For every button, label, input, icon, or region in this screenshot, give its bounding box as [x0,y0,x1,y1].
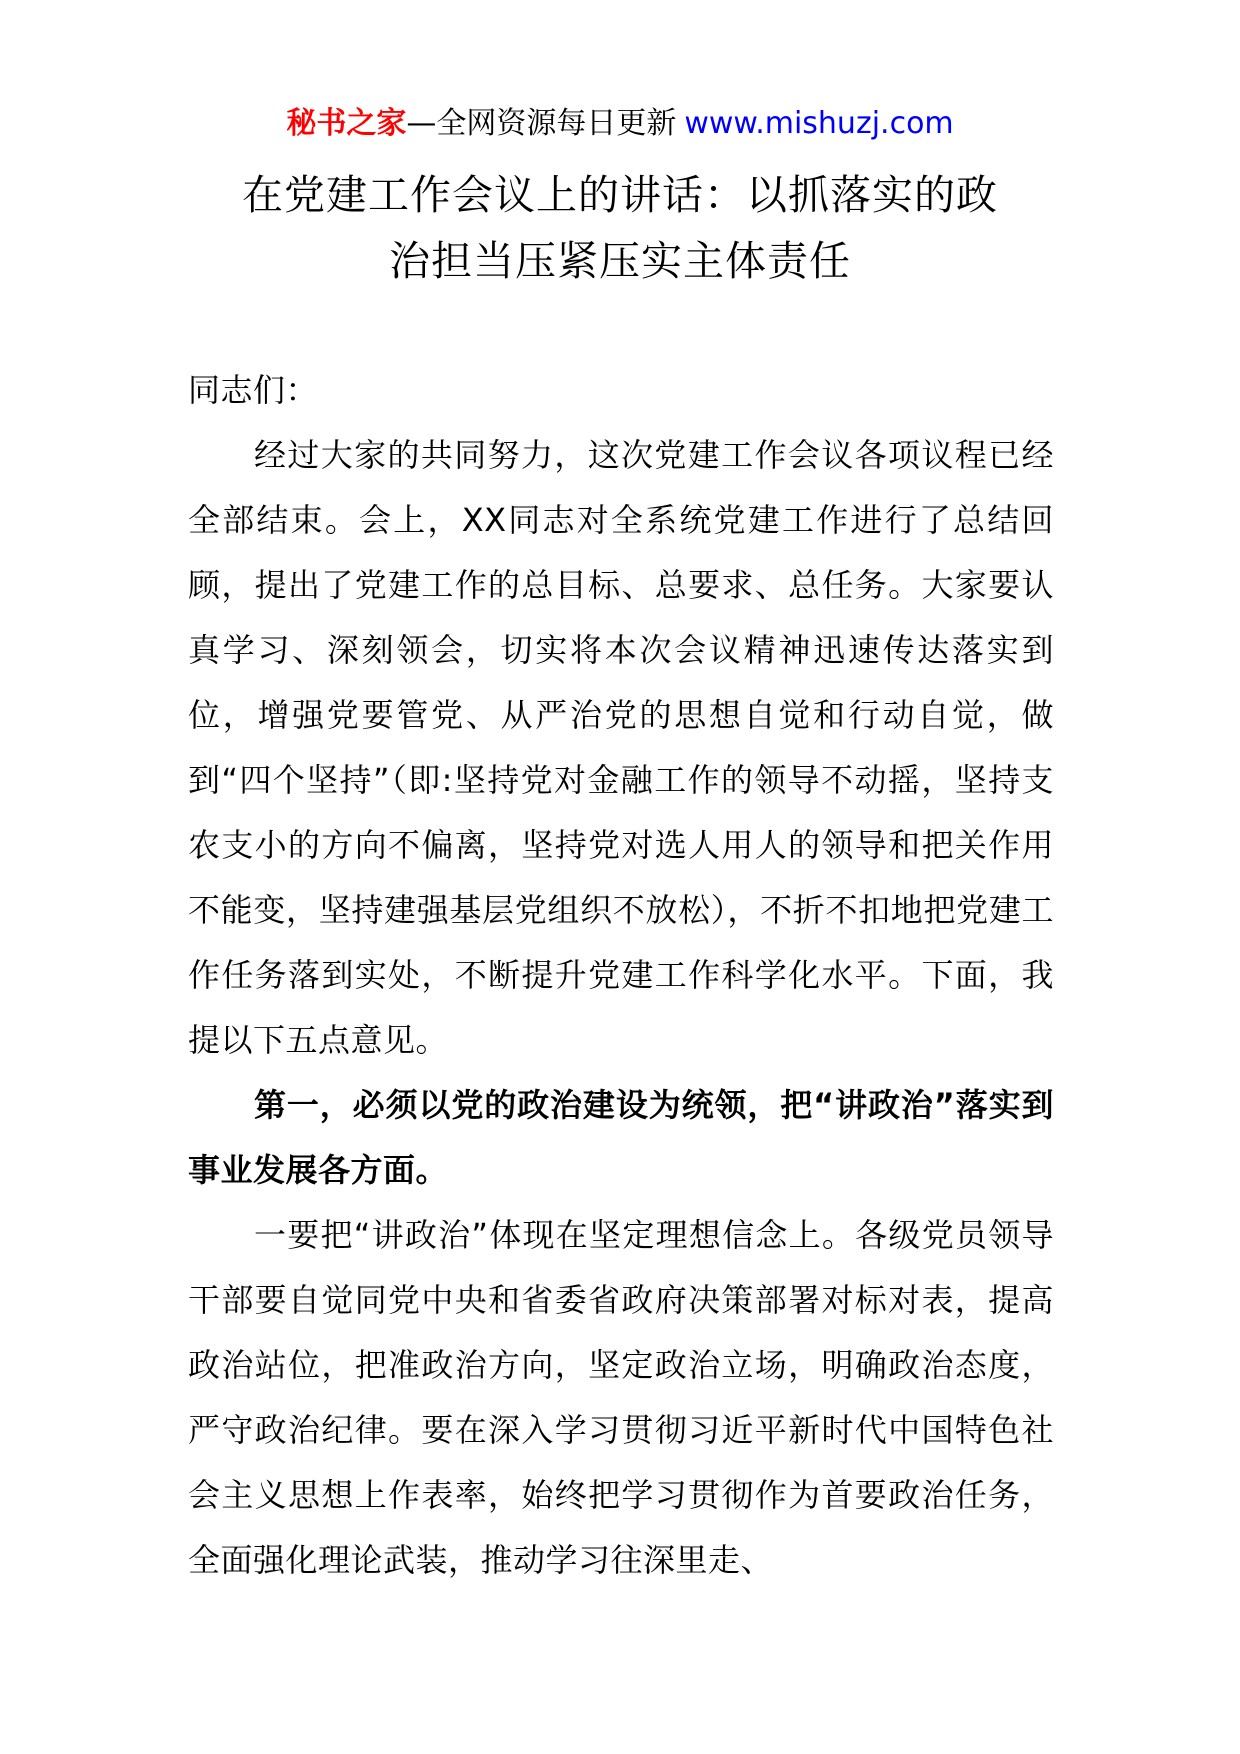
site-name: 秘书之家 [286,106,407,141]
salutation: 同志们： [188,371,319,409]
title-line-2: 治担当压紧压实主体责任 [389,237,851,285]
paragraph-3: 一要把“讲政治”体现在坚定理想信念上。各级党员领导干部要自觉同党中央和省委省政府决策部署对标对表，提高政治站位，把准政治方向，坚定政治立场，明确政治态度，严守政治纪律。要在深入学习贯彻习近平新时代中国特色社会主义思想上作表率，始终把学习贯彻作为首要政治任务，全面强化理论武装，推动学习往深里走、 [188,1216,1054,1579]
section-heading-1: 第一，必须以党的政治建设为统领，把“讲政治”落实到事业发展各方面。 [188,1086,1054,1189]
site-tagline: —全网资源每日更新 [406,106,677,141]
paragraph-1: 经过大家的共同努力，这次党建工作会议各项议程已经全部结束。会上，XX同志对全系统党建工作进行了总结回顾，提出了党建工作的总目标、总要求、总任务。大家要认真学习、深刻领会，切实将本次会议精神迅速传达落实到位，增强党要管党、从严治党的思想自觉和行动自觉，做到“四个坚持”（即:坚持党对金融工作的领导不动摇，坚持支农支小的方向不偏离，坚持党对选人用人的领导和把关作用不能变，坚持建强基层党组织不放松），不折不扣地把党建工作任务落到实处，不断提升党建工作科学化水平。下面，我提以下五点意见。 [188,436,1054,1059]
document-title [180,162,1060,294]
document-body [188,358,1054,1593]
site-header [0,102,1240,146]
site-url-link[interactable]: www.mishuzj.com [684,106,954,141]
title-line-1: 在党建工作会议上的讲话：以抓落实的政 [242,171,998,219]
